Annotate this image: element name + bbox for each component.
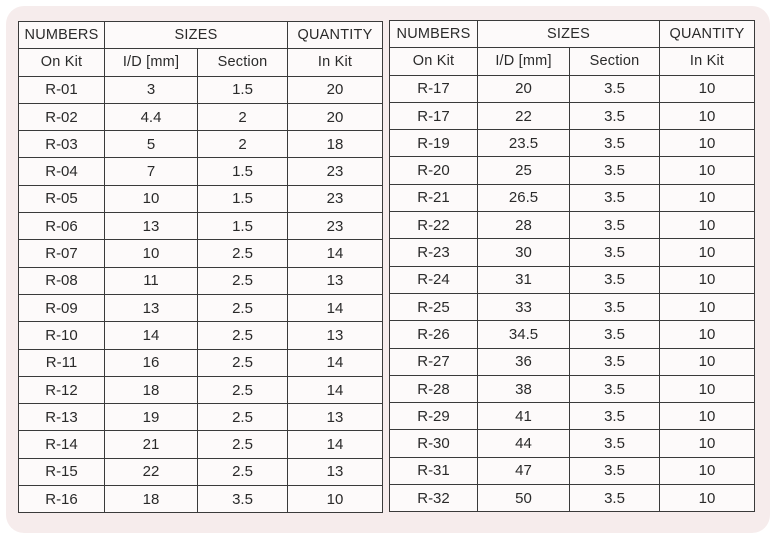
part-number-cell: R-19 — [390, 130, 478, 157]
quantity-cell: 20 — [288, 103, 383, 130]
inner-diameter-cell: 22 — [478, 102, 570, 129]
inner-diameter-cell: 20 — [478, 75, 570, 102]
quantity-cell: 10 — [660, 403, 755, 430]
section-cell: 1.5 — [198, 158, 288, 185]
part-number-cell: R-11 — [19, 349, 105, 376]
section-cell: 1.5 — [198, 185, 288, 212]
quantity-cell: 10 — [660, 293, 755, 320]
part-number-cell: R-06 — [19, 213, 105, 240]
part-number-cell: R-31 — [390, 457, 478, 484]
part-number-cell: R-17 — [390, 75, 478, 102]
header-sizes: SIZES — [478, 21, 660, 48]
part-number-cell: R-14 — [19, 431, 105, 458]
section-cell: 3.5 — [570, 293, 660, 320]
table-row — [390, 130, 755, 157]
section-cell: 3.5 — [570, 266, 660, 293]
table-row — [19, 103, 383, 130]
inner-diameter-cell: 4.4 — [105, 103, 198, 130]
inner-diameter-cell: 3 — [105, 76, 198, 103]
part-number-cell: R-13 — [19, 404, 105, 431]
quantity-cell: 10 — [660, 130, 755, 157]
inner-diameter-cell: 26.5 — [478, 184, 570, 211]
inner-diameter-cell: 14 — [105, 322, 198, 349]
section-cell: 3.5 — [198, 486, 288, 513]
inner-diameter-cell: 13 — [105, 213, 198, 240]
header-in-kit: In Kit — [660, 48, 755, 75]
table-row — [19, 458, 383, 485]
quantity-cell: 10 — [660, 485, 755, 512]
inner-diameter-cell: 19 — [105, 404, 198, 431]
table-row — [19, 185, 383, 212]
table-row — [390, 321, 755, 348]
part-number-cell: R-12 — [19, 376, 105, 403]
table-body-right — [390, 75, 755, 512]
quantity-cell: 10 — [288, 486, 383, 513]
quantity-cell: 13 — [288, 267, 383, 294]
part-number-cell: R-21 — [390, 184, 478, 211]
inner-diameter-cell: 11 — [105, 267, 198, 294]
part-number-cell: R-24 — [390, 266, 478, 293]
inner-diameter-cell: 30 — [478, 239, 570, 266]
table-row — [19, 376, 383, 403]
quantity-cell: 14 — [288, 431, 383, 458]
part-number-cell: R-01 — [19, 76, 105, 103]
header-inner-diameter: I/D [mm] — [105, 49, 198, 76]
table-row — [19, 158, 383, 185]
quantity-cell: 14 — [288, 240, 383, 267]
part-number-cell: R-10 — [19, 322, 105, 349]
table-row — [19, 294, 383, 321]
inner-diameter-cell: 21 — [105, 431, 198, 458]
inner-diameter-cell: 22 — [105, 458, 198, 485]
part-number-cell: R-32 — [390, 485, 478, 512]
part-number-cell: R-28 — [390, 375, 478, 402]
table-row — [19, 486, 383, 513]
quantity-cell: 18 — [288, 131, 383, 158]
table-row — [19, 131, 383, 158]
quantity-cell: 13 — [288, 322, 383, 349]
table-row — [19, 213, 383, 240]
header-quantity: QUANTITY — [288, 22, 383, 49]
quantity-cell: 23 — [288, 213, 383, 240]
quantity-cell: 23 — [288, 158, 383, 185]
table-body-left — [19, 76, 383, 513]
section-cell: 2.5 — [198, 322, 288, 349]
header-on-kit: On Kit — [390, 48, 478, 75]
part-number-cell: R-22 — [390, 212, 478, 239]
header-row-top — [19, 22, 383, 49]
quantity-cell: 10 — [660, 375, 755, 402]
part-number-cell: R-26 — [390, 321, 478, 348]
part-number-cell: R-03 — [19, 131, 105, 158]
header-numbers: NUMBERS — [390, 21, 478, 48]
section-cell: 3.5 — [570, 375, 660, 402]
table-row — [390, 75, 755, 102]
inner-diameter-cell: 31 — [478, 266, 570, 293]
section-cell: 2.5 — [198, 349, 288, 376]
section-cell: 3.5 — [570, 75, 660, 102]
section-cell: 3.5 — [570, 403, 660, 430]
table-row — [19, 322, 383, 349]
table-row — [390, 348, 755, 375]
inner-diameter-cell: 13 — [105, 294, 198, 321]
section-cell: 1.5 — [198, 213, 288, 240]
header-quantity: QUANTITY — [660, 21, 755, 48]
quantity-cell: 10 — [660, 321, 755, 348]
section-cell: 2 — [198, 131, 288, 158]
table-row — [390, 403, 755, 430]
section-cell: 2.5 — [198, 294, 288, 321]
section-cell: 3.5 — [570, 157, 660, 184]
inner-diameter-cell: 16 — [105, 349, 198, 376]
section-cell: 3.5 — [570, 321, 660, 348]
section-cell: 2.5 — [198, 267, 288, 294]
section-cell: 3.5 — [570, 348, 660, 375]
quantity-cell: 10 — [660, 457, 755, 484]
inner-diameter-cell: 10 — [105, 185, 198, 212]
inner-diameter-cell: 10 — [105, 240, 198, 267]
part-number-cell: R-20 — [390, 157, 478, 184]
quantity-cell: 20 — [288, 76, 383, 103]
header-in-kit: In Kit — [288, 49, 383, 76]
table-row — [390, 457, 755, 484]
size-table-left — [18, 21, 383, 513]
inner-diameter-cell: 44 — [478, 430, 570, 457]
inner-diameter-cell: 41 — [478, 403, 570, 430]
quantity-cell: 10 — [660, 212, 755, 239]
table-row — [390, 266, 755, 293]
quantity-cell: 13 — [288, 404, 383, 431]
part-number-cell: R-08 — [19, 267, 105, 294]
inner-diameter-cell: 25 — [478, 157, 570, 184]
size-table-right — [389, 20, 755, 512]
table-row — [390, 102, 755, 129]
section-cell: 3.5 — [570, 430, 660, 457]
part-number-cell: R-05 — [19, 185, 105, 212]
section-cell: 2.5 — [198, 240, 288, 267]
section-cell: 1.5 — [198, 76, 288, 103]
header-section: Section — [198, 49, 288, 76]
table-row — [19, 431, 383, 458]
section-cell: 3.5 — [570, 184, 660, 211]
inner-diameter-cell: 50 — [478, 485, 570, 512]
inner-diameter-cell: 18 — [105, 486, 198, 513]
section-cell: 2.5 — [198, 376, 288, 403]
section-cell: 3.5 — [570, 485, 660, 512]
quantity-cell: 10 — [660, 266, 755, 293]
table-row — [390, 430, 755, 457]
table-row — [19, 240, 383, 267]
header-row-sub — [19, 49, 383, 76]
table-row — [19, 267, 383, 294]
quantity-cell: 13 — [288, 458, 383, 485]
section-cell: 2.5 — [198, 458, 288, 485]
quantity-cell: 14 — [288, 349, 383, 376]
inner-diameter-cell: 28 — [478, 212, 570, 239]
section-cell: 3.5 — [570, 212, 660, 239]
quantity-cell: 10 — [660, 75, 755, 102]
part-number-cell: R-07 — [19, 240, 105, 267]
part-number-cell: R-29 — [390, 403, 478, 430]
section-cell: 2.5 — [198, 404, 288, 431]
inner-diameter-cell: 38 — [478, 375, 570, 402]
header-inner-diameter: I/D [mm] — [478, 48, 570, 75]
quantity-cell: 14 — [288, 294, 383, 321]
table-row — [390, 293, 755, 320]
table-row — [390, 239, 755, 266]
part-number-cell: R-09 — [19, 294, 105, 321]
header-on-kit: On Kit — [19, 49, 105, 76]
table-row — [390, 212, 755, 239]
table-row — [19, 349, 383, 376]
quantity-cell: 10 — [660, 157, 755, 184]
quantity-cell: 10 — [660, 102, 755, 129]
table-row — [19, 76, 383, 103]
inner-diameter-cell: 7 — [105, 158, 198, 185]
header-row-top — [390, 21, 755, 48]
inner-diameter-cell: 5 — [105, 131, 198, 158]
part-number-cell: R-02 — [19, 103, 105, 130]
quantity-cell: 10 — [660, 348, 755, 375]
table-row — [390, 375, 755, 402]
quantity-cell: 10 — [660, 430, 755, 457]
inner-diameter-cell: 18 — [105, 376, 198, 403]
section-cell: 2 — [198, 103, 288, 130]
part-number-cell: R-30 — [390, 430, 478, 457]
table-row — [390, 184, 755, 211]
part-number-cell: R-16 — [19, 486, 105, 513]
section-cell: 2.5 — [198, 431, 288, 458]
section-cell: 3.5 — [570, 239, 660, 266]
quantity-cell: 23 — [288, 185, 383, 212]
inner-diameter-cell: 36 — [478, 348, 570, 375]
header-numbers: NUMBERS — [19, 22, 105, 49]
quantity-cell: 14 — [288, 376, 383, 403]
inner-diameter-cell: 23.5 — [478, 130, 570, 157]
quantity-cell: 10 — [660, 239, 755, 266]
header-sizes: SIZES — [105, 22, 288, 49]
quantity-cell: 10 — [660, 184, 755, 211]
section-cell: 3.5 — [570, 130, 660, 157]
part-number-cell: R-25 — [390, 293, 478, 320]
inner-diameter-cell: 33 — [478, 293, 570, 320]
header-row-sub — [390, 48, 755, 75]
header-section: Section — [570, 48, 660, 75]
part-number-cell: R-04 — [19, 158, 105, 185]
table-row — [19, 404, 383, 431]
section-cell: 3.5 — [570, 457, 660, 484]
table-row — [390, 157, 755, 184]
part-number-cell: R-27 — [390, 348, 478, 375]
part-number-cell: R-15 — [19, 458, 105, 485]
part-number-cell: R-23 — [390, 239, 478, 266]
table-row — [390, 485, 755, 512]
section-cell: 3.5 — [570, 102, 660, 129]
part-number-cell: R-17 — [390, 102, 478, 129]
inner-diameter-cell: 34.5 — [478, 321, 570, 348]
inner-diameter-cell: 47 — [478, 457, 570, 484]
